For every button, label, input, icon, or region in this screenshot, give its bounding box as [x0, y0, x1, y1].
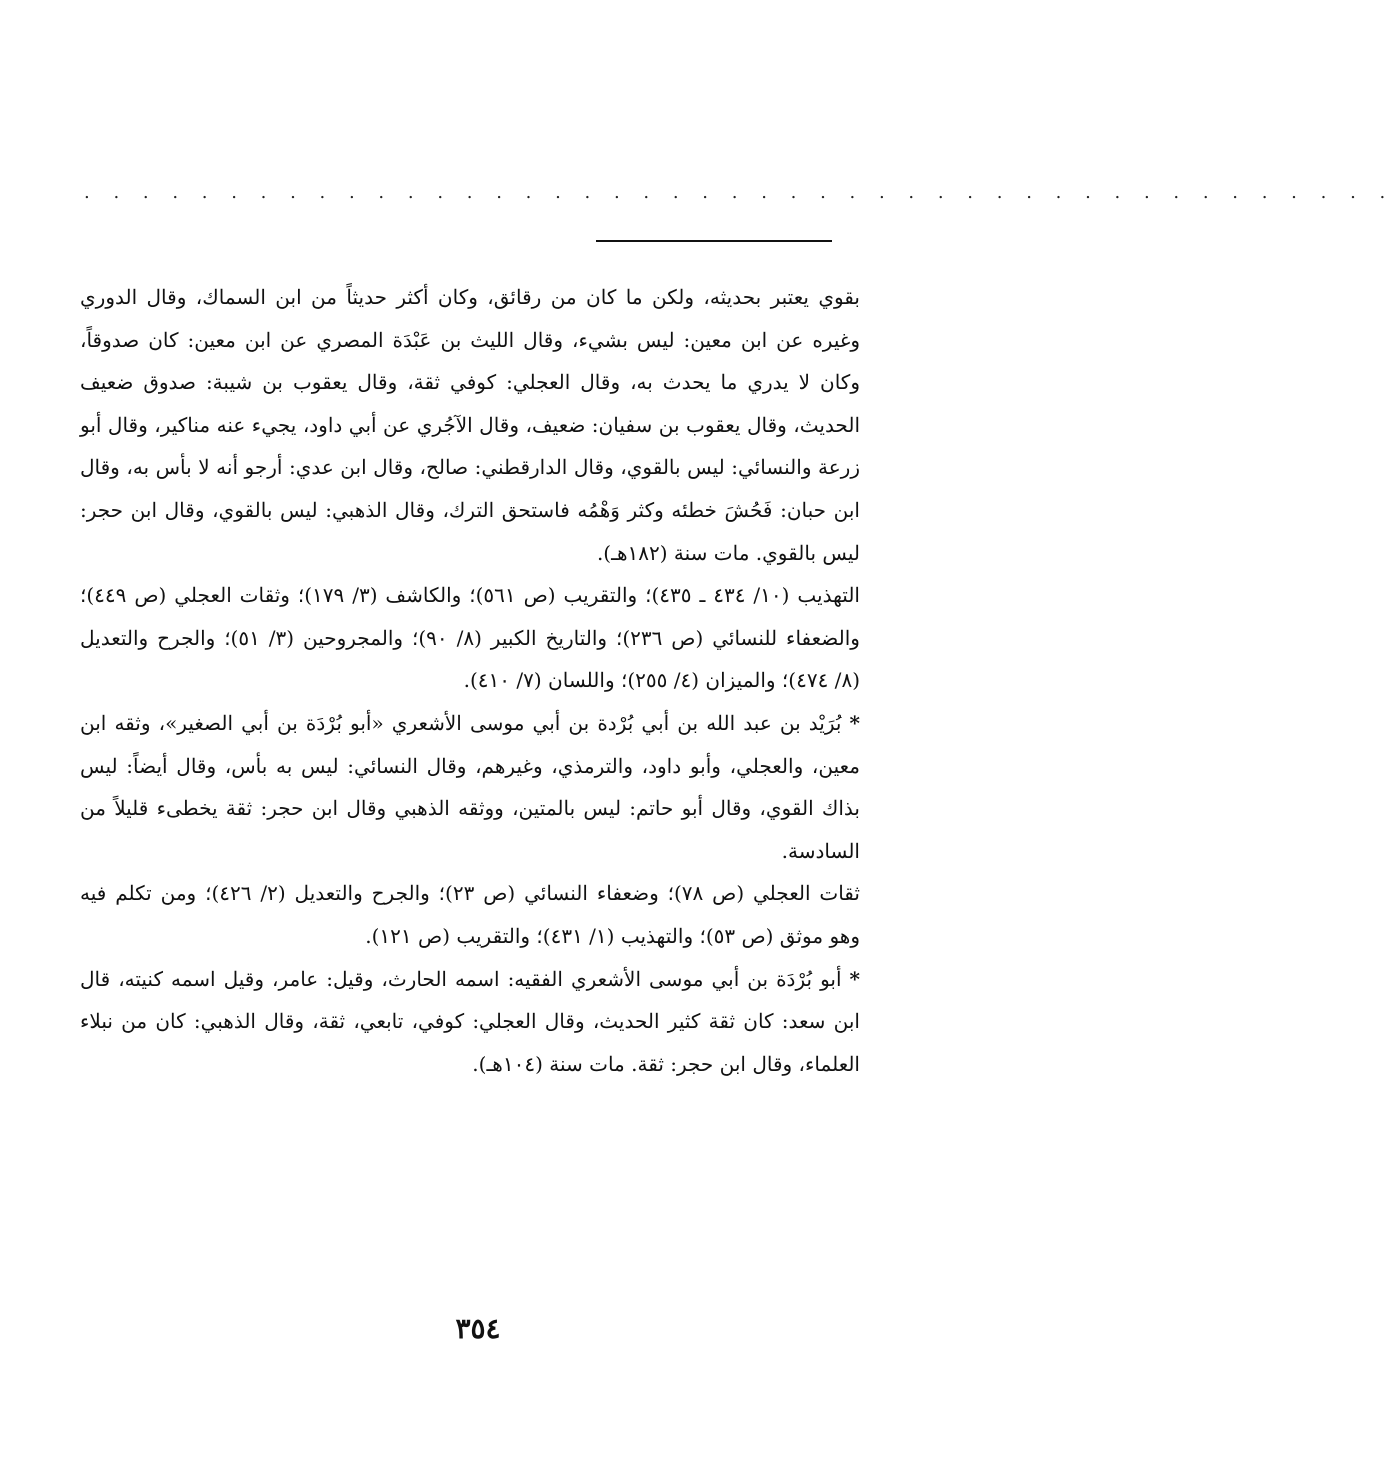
paragraph-text: التهذيب (١٠/ ٤٣٤ ـ ٤٣٥)؛ والتقريب (ص ٥٦١)؛ والكاشف (٣/ ١٧٩)؛ وثقات العجلي (ص ٤٤٩)؛ والضعفاء للنسائي (ص ٢٣٦)؛ والتاريخ الكبير (٨/ ٩٠)؛ والمجروحين (٣/ ٥١)؛ والجرح والتعديل (٨/ ٤٧٤)؛ والميزان (٤/ ٢٥٥)؛ واللسان (٧/ ٤١٠).	[80, 583, 860, 693]
footnote-rule	[596, 240, 832, 242]
biography-continuation	[80, 276, 860, 574]
paragraph-text: ثقات العجلي (ص ٧٨)؛ وضعفاء النسائي (ص ٢٣)؛ والجرح والتعديل (٢/ ٤٢٦)؛ ومن تكلم فيه وهو موثق (ص ٥٣)؛ والتهذيب (١/ ٤٣١)؛ والتقريب (ص ١٢١).	[80, 881, 860, 948]
paragraph-text: بقوي يعتبر بحديثه، ولكن ما كان من رقائق، وكان أكثر حديثاً من ابن السماك، وقال الدوري وغيره عن ابن معين: ليس بشيء، وقال الليث بن عَبْدَة المصري عن ابن معين: كان صدوقاً، وكان لا يدري ما يحدث به، وقال العجلي: كوفي ثقة، وقال يعقوب بن شيبة: صدوق ضعيف الحديث، وقال يعقوب بن سفيان: ضعيف، وقال الآجُري عن أبي داود، يجيء عنه مناكير، وقال أبو زرعة والنسائي: ليس بالقوي، وقال الدارقطني: صالح، وقال ابن عدي: أرجو أنه لا بأس به، وقال ابن حبان: فَحُشَ خطئه وكثر وَهْمُه فاستحق الترك، وقال الذهبي: ليس بالقوي، وقال ابن حجر: ليس بالقوي. مات سنة (١٨٢هـ).	[80, 285, 860, 565]
entry-star-marker: *	[849, 966, 861, 991]
paragraph-text: أبو بُرْدَة بن أبي موسى الأشعري الفقيه: اسمه الحارث، وقيل: عامر، وقيل اسمه كنيته، قال ابن سعد: كان ثقة كثير الحديث، وقال العجلي: كوفي، تابعي، ثقة، وقال الذهبي: كان من نبلاء العلماء، وقال ابن حجر: ثقة. مات سنة (١٠٤هـ).	[80, 966, 860, 1076]
page-number: ٣٥٤	[455, 1312, 501, 1345]
references-paragraph	[80, 872, 860, 957]
biography-entry	[80, 702, 860, 872]
references-paragraph	[80, 574, 860, 702]
separator-dots: . . . . . . . . . . . . . . . . . . . . . . . . . . . . . . . . . . . . . . . . . . . . .	[84, 182, 1394, 203]
footnote-content	[80, 276, 860, 1085]
biography-entry	[80, 958, 860, 1086]
paragraph-text: بُرَيْد بن عبد الله بن أبي بُرْدة بن أبي موسى الأشعري «أبو بُرْدَة بن أبي الصغير»، وثقه ابن معين، والعجلي، وأبو داود، والترمذي، وغيرهم، وقال النسائي: ليس به بأس، وقال أيضاً: ليس بذاك القوي، وقال أبو حاتم: ليس بالمتين، ووثقه الذهبي وقال ابن حجر: ثقة يخطىء قليلاً من السادسة.	[80, 710, 860, 863]
entry-star-marker: *	[849, 710, 860, 735]
